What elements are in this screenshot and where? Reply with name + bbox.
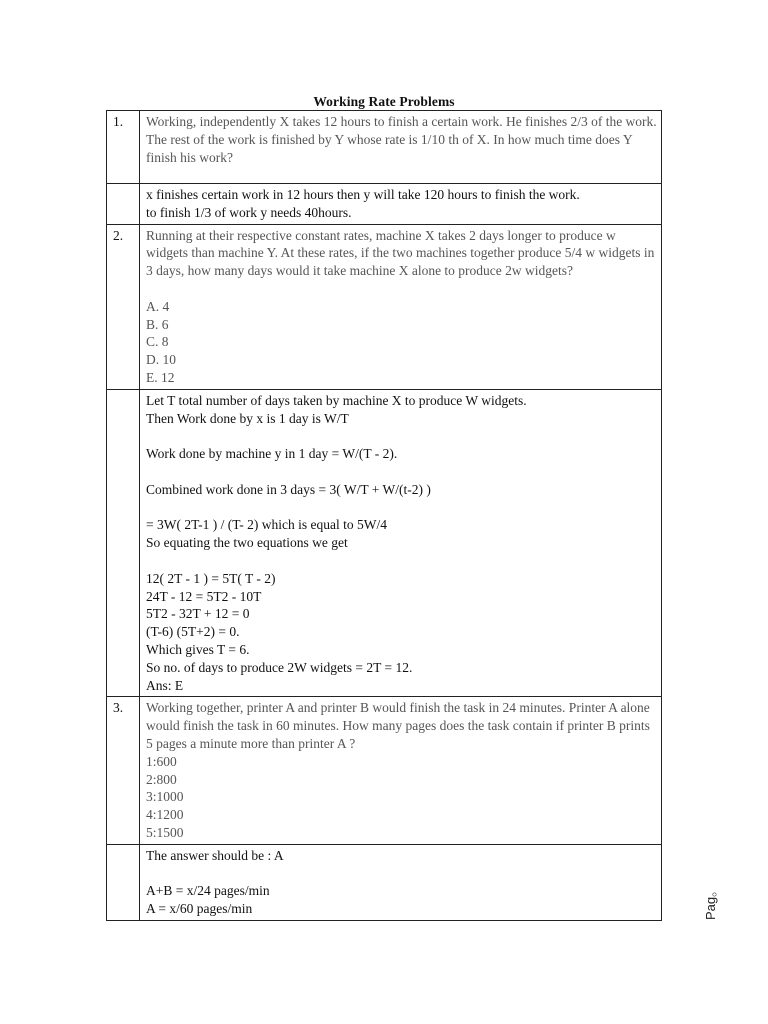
option-c: C. 8	[146, 334, 169, 350]
solution-line: Work done by machine y in 1 day = W/(T - 2).	[146, 446, 398, 462]
question-row-2	[107, 224, 662, 389]
solution-line: 24T - 12 = 5T2 - 10T	[146, 588, 262, 604]
option-a: A. 4	[146, 298, 170, 314]
answer-text-1	[140, 184, 662, 225]
solution-line: 12( 2T - 1 ) = 5T( T - 2)	[146, 570, 276, 586]
answer-row-2	[107, 389, 662, 697]
option-2: 2:800	[146, 771, 177, 787]
solution-line: So no. of days to produce 2W widgets = 2T = 12.	[146, 659, 413, 675]
solution-line: A+B = x/24 pages/min	[146, 883, 270, 899]
worksheet-table	[106, 110, 662, 921]
answer-number-cell-1	[107, 184, 140, 225]
option-d: D. 10	[146, 352, 176, 368]
option-3: 3:1000	[146, 789, 184, 805]
option-b: B. 6	[146, 316, 169, 332]
solution-line: 5T2 - 32T + 12 = 0	[146, 606, 250, 622]
question-row-1	[107, 111, 662, 184]
question-text-3	[140, 697, 662, 844]
solution-2	[140, 389, 662, 697]
solution-line: Let T total number of days taken by machine X to produce W widgets.	[146, 392, 527, 408]
answer-line: x finishes certain work in 12 hours then y will take 120 hours to finish the work.	[146, 187, 580, 202]
solution-line: (T-6) (5T+2) = 0.	[146, 624, 240, 640]
option-e: E. 12	[146, 369, 175, 385]
question-text-2	[140, 224, 662, 389]
question-row-3	[107, 697, 662, 844]
question-number-3: 3.	[107, 697, 140, 844]
solution-line: Which gives T = 6.	[146, 641, 250, 657]
question-number-1: 1.	[107, 111, 140, 184]
question-number-2: 2.	[107, 224, 140, 389]
solution-line: A = x/60 pages/min	[146, 901, 253, 917]
solution-line: Combined work done in 3 days = 3( W/T + W/(t-2) )	[146, 481, 431, 497]
answer-row-3	[107, 844, 662, 920]
question-body-3: Working together, printer A and printer B would finish the task in 24 minutes. Printer A alone would finish the task in 60 minutes. How many pages does the task contain if printer B prints 5 pages a minute more than printer A ?	[146, 700, 650, 751]
question-body-2: Running at their respective constant rates, machine X takes 2 days longer to produce w widgets than machine Y. At these rates, if the two machines together produce 5/4 w widgets in 3 days, how many days would it take machine X alone to produce 2w widgets?	[146, 227, 655, 279]
option-1: 1:600	[146, 753, 177, 769]
answer-number-cell-2	[107, 389, 140, 697]
solution-3	[140, 844, 662, 920]
solution-line: The answer should be : A	[146, 847, 284, 863]
answer-number-cell-3	[107, 844, 140, 920]
page-title: Working Rate Problems	[313, 94, 455, 109]
answer-line: to finish 1/3 of work y needs 40hours.	[146, 204, 352, 220]
option-4: 4:1200	[146, 807, 184, 823]
answer-row-1	[107, 184, 662, 225]
option-5: 5:1500	[146, 824, 184, 840]
page-label: Pag。	[703, 883, 718, 920]
solution-answer: Ans: E	[146, 677, 184, 693]
question-text-1: Working, independently X takes 12 hours to finish a certain work. He finishes 2/3 of the work. The rest of the work is finished by Y whose rate is 1/10 th of X. In how much time does Y finish his work?	[140, 111, 662, 184]
solution-line: So equating the two equations we get	[146, 535, 348, 551]
solution-line: Then Work done by x is 1 day is W/T	[146, 410, 349, 426]
solution-line: = 3W( 2T-1 ) / (T- 2) which is equal to 5W/4	[146, 517, 387, 533]
